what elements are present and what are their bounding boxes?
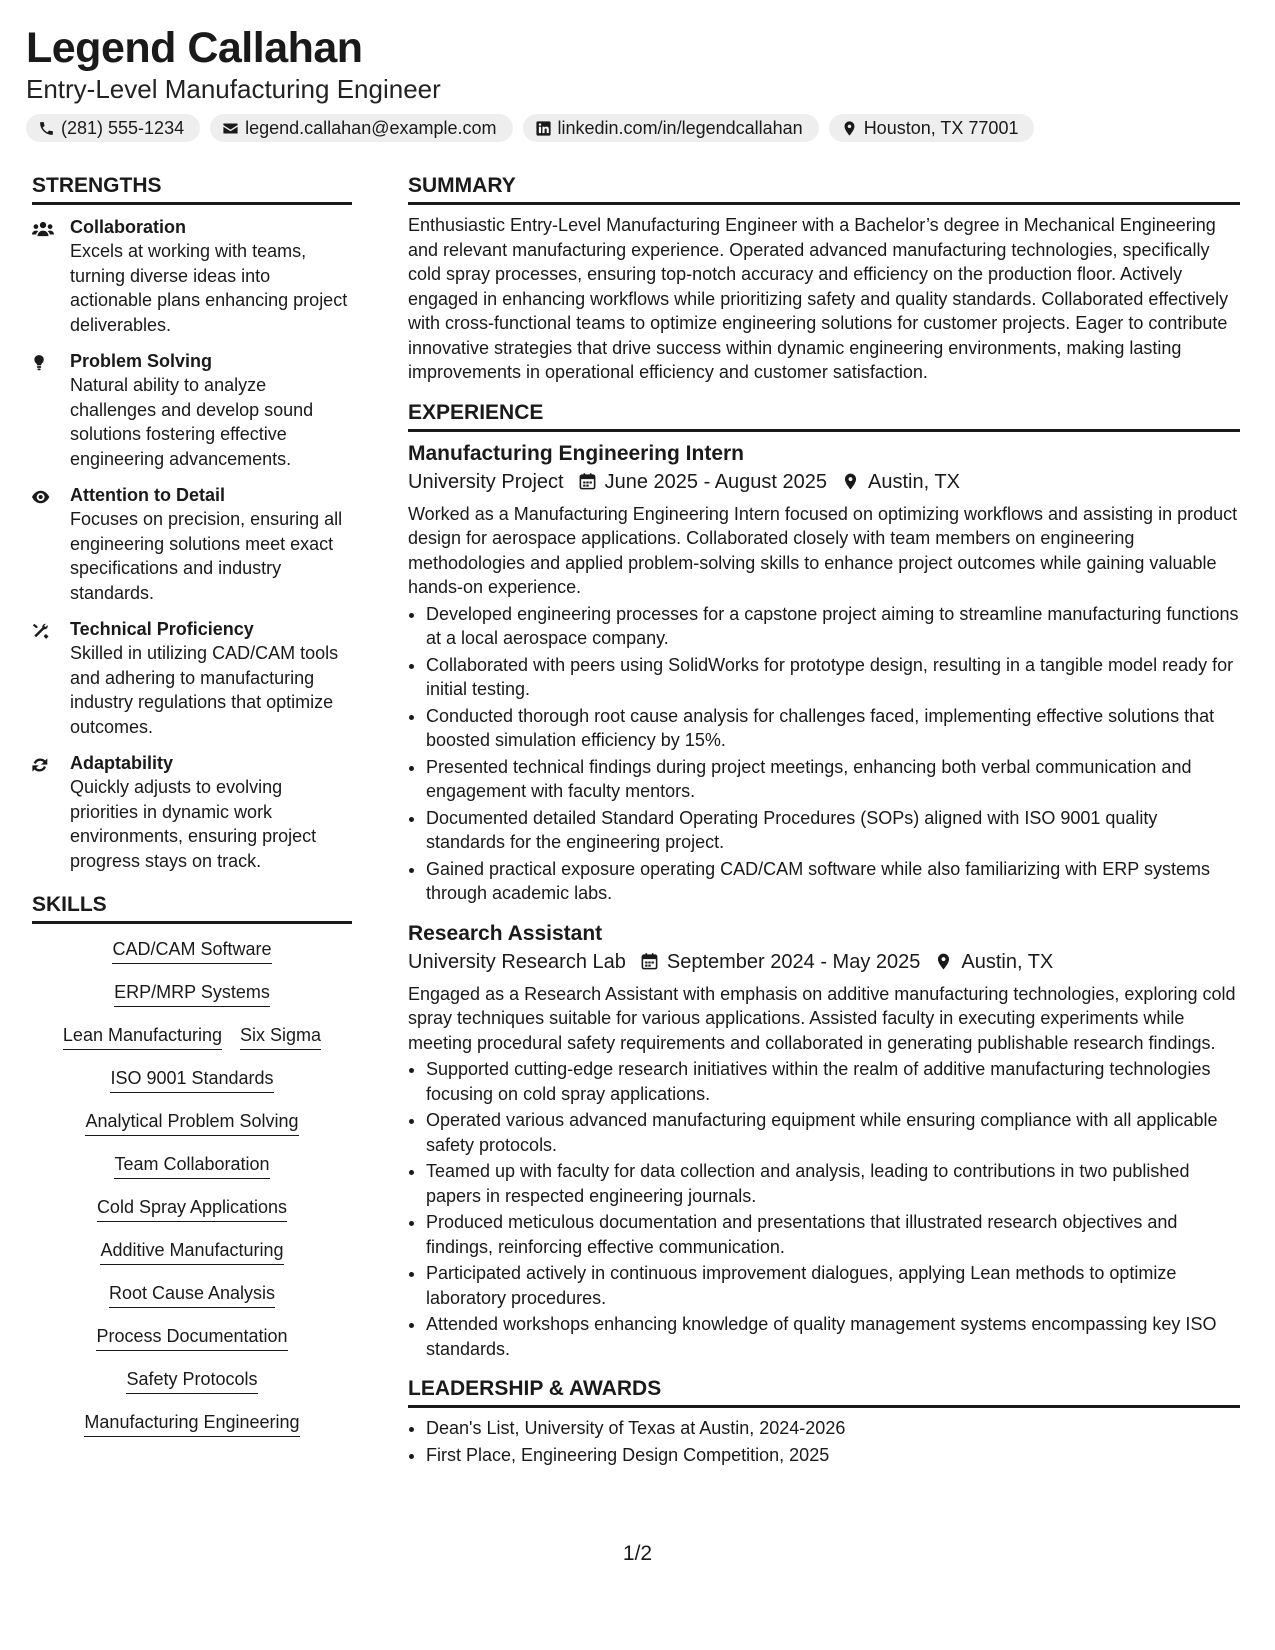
map-pin-icon	[841, 472, 860, 491]
list-item: • Gained practical exposure operating CAD/CAM software while also familiarizing with ERP systems through academic labs.	[426, 857, 1240, 906]
job-dates: June 2025 - August 2025	[604, 470, 828, 493]
strength-item	[32, 751, 352, 873]
contact-location-text: Houston, TX 77001	[863, 118, 1019, 138]
job-meta	[408, 948, 1240, 976]
calendar-icon	[640, 952, 659, 971]
strengths-heading: STRENGTHS	[32, 172, 352, 205]
candidate-name: Legend Callahan	[26, 24, 363, 72]
linkedin-icon	[535, 120, 552, 137]
skill-tag: Team Collaboration	[114, 1153, 269, 1179]
list-item: • Developed engineering processes for a capstone project aiming to streamline manufacturing functions at a local aerospace company.	[426, 602, 1240, 651]
strength-title: Adaptability	[70, 753, 174, 773]
page-number: 1/2	[622, 1542, 653, 1565]
job-bullets	[408, 602, 1240, 906]
users-icon	[32, 219, 54, 239]
contact-bar	[26, 114, 1245, 142]
strength-title: Attention to Detail	[70, 485, 225, 505]
strength-item	[32, 215, 352, 337]
job-meta	[408, 468, 1240, 496]
contact-linkedin-text: linkedin.com/in/legendcallahan	[557, 118, 803, 138]
strength-desc: Quickly adjusts to evolving priorities in dynamic work environments, ensuring project progress stays on track.	[70, 777, 317, 871]
strength-item	[32, 617, 352, 739]
phone-icon	[38, 120, 55, 137]
list-item: • Teamed up with faculty for data collection and analysis, leading to contributions in two published papers in respected engineering journals.	[426, 1159, 1240, 1208]
list-item: • Collaborated with peers using SolidWorks for prototype design, resulting in a tangible model ready for initial testing.	[426, 653, 1240, 702]
skill-tag: Cold Spray Applications	[97, 1196, 287, 1222]
contact-email[interactable]	[210, 114, 512, 142]
list-item: • Attended workshops enhancing knowledge of quality management systems encompassing key ISO standards.	[426, 1312, 1240, 1361]
list-item: • Produced meticulous documentation and presentations that illustrated research objectives and findings, reinforcing effective communication.	[426, 1210, 1240, 1259]
list-item: • Conducted thorough root cause analysis for challenges faced, implementing effective solutions that boosted simulation efficiency by 15%.	[426, 704, 1240, 753]
skill-tag: Lean Manufacturing	[63, 1024, 222, 1050]
summary-text: Enthusiastic Entry-Level Manufacturing Engineer with a Bachelor’s degree in Mechanical Engineering and relevant manufacturing experience. Operated advanced manufacturing technologies, specifically cold spray processes, ensuring top-notch accuracy and efficiency on the production floor. Actively engaged in enhancing workflows while prioritizing safety and quality standards. Collaborated effectively with cross-functional teams to optimize engineering solutions for customer projects. Eager to contribute innovative strategies that drive success within dynamic engineering environments, making lasting improvements in operational efficiency and customer satisfaction.	[408, 215, 1229, 382]
skill-tag: ERP/MRP Systems	[114, 981, 270, 1007]
lightbulb-icon	[32, 353, 54, 373]
list-item: • Participated actively in continuous improvement dialogues, applying Lean methods to optimize laboratory procedures.	[426, 1261, 1240, 1310]
job-description: Engaged as a Research Assistant with emphasis on additive manufacturing technologies, exploring cold spray techniques suitable for various applications. Assisted faculty in executing experiments while meeting procedural safety requirements and collaborated in generating publishable research findings.	[408, 983, 1236, 1053]
strength-title: Problem Solving	[70, 351, 213, 371]
job-location: Austin, TX	[868, 470, 960, 493]
tools-icon	[32, 621, 54, 641]
list-item: • Documented detailed Standard Operating Procedures (SOPs) aligned with ISO 9001 quality standards for the engineering project.	[426, 806, 1240, 855]
skills-heading: SKILLS	[32, 891, 352, 924]
map-pin-icon	[841, 120, 858, 137]
job-title: Manufacturing Engineering Intern	[408, 441, 745, 465]
skill-tag: Manufacturing Engineering	[84, 1411, 299, 1437]
candidate-title: Entry-Level Manufacturing Engineer	[26, 74, 441, 104]
strength-desc: Natural ability to analyze challenges and develop sound solutions fostering effective engineering advancements.	[70, 375, 314, 469]
list-item: • Operated various advanced manufacturing equipment while ensuring compliance with all applicable safety protocols.	[426, 1108, 1240, 1157]
strength-item	[32, 483, 352, 605]
strength-desc: Skilled in utilizing CAD/CAM tools and adhering to manufacturing industry regulations that optimize outcomes.	[70, 643, 339, 737]
job-description: Worked as a Manufacturing Engineering Intern focused on optimizing workflows and assisting in product design for aerospace applications. Collaborated closely with team members on engineering methodologies and applied problem-solving skills to enhance project outcomes while gaining valuable hands-on experience.	[408, 503, 1238, 597]
skill-tag: ISO 9001 Standards	[110, 1067, 273, 1093]
list-item: • First Place, Engineering Design Competition, 2025	[426, 1443, 1240, 1468]
refresh-icon	[32, 755, 54, 775]
job-entry	[408, 920, 1240, 1362]
strength-title: Technical Proficiency	[70, 619, 254, 639]
strength-title: Collaboration	[70, 217, 186, 237]
list-item: • Presented technical findings during project meetings, enhancing both verbal communication and engagement with faculty mentors.	[426, 755, 1240, 804]
strength-item	[32, 349, 352, 471]
contact-location	[829, 114, 1035, 142]
left-column	[32, 172, 352, 1454]
skill-tag: Process Documentation	[96, 1325, 287, 1351]
skill-tag: Additive Manufacturing	[100, 1239, 283, 1265]
contact-email-text: legend.callahan@example.com	[245, 118, 497, 138]
envelope-icon	[222, 120, 239, 137]
strength-desc: Focuses on precision, ensuring all engineering solutions meet exact specifications and industry standards.	[70, 509, 343, 603]
experience-heading: EXPERIENCE	[408, 399, 1240, 432]
contact-phone[interactable]	[26, 114, 200, 142]
job-entry	[408, 440, 1240, 906]
skill-tag: CAD/CAM Software	[112, 938, 271, 964]
right-column	[408, 172, 1240, 1469]
map-pin-icon	[934, 952, 953, 971]
skill-tag: Six Sigma	[240, 1024, 321, 1050]
job-org: University Research Lab	[408, 950, 626, 973]
calendar-icon	[578, 472, 597, 491]
list-item: • Dean's List, University of Texas at Austin, 2024-2026	[426, 1416, 1240, 1441]
job-org: University Project	[408, 470, 564, 493]
awards-heading: LEADERSHIP & AWARDS	[408, 1375, 1240, 1408]
job-dates: September 2024 - May 2025	[666, 950, 921, 973]
resume-header	[26, 22, 1245, 142]
eye-icon	[32, 487, 54, 507]
contact-phone-text: (281) 555-1234	[61, 118, 185, 138]
skill-tag: Root Cause Analysis	[109, 1282, 275, 1308]
job-location: Austin, TX	[961, 950, 1054, 973]
awards-list	[408, 1416, 1240, 1467]
skill-tag: Analytical Problem Solving	[85, 1110, 298, 1136]
skill-tag: Safety Protocols	[126, 1368, 257, 1394]
job-title: Research Assistant	[408, 921, 603, 945]
contact-linkedin[interactable]	[523, 114, 819, 142]
list-item: • Supported cutting-edge research initiatives within the realm of additive manufacturing technologies focusing on cold spray applications.	[426, 1057, 1240, 1106]
summary-heading: SUMMARY	[408, 172, 1240, 205]
skills-list	[32, 938, 352, 1454]
job-bullets	[408, 1057, 1240, 1361]
strength-desc: Excels at working with teams, turning diverse ideas into actionable plans enhancing project deliverables.	[70, 241, 348, 335]
